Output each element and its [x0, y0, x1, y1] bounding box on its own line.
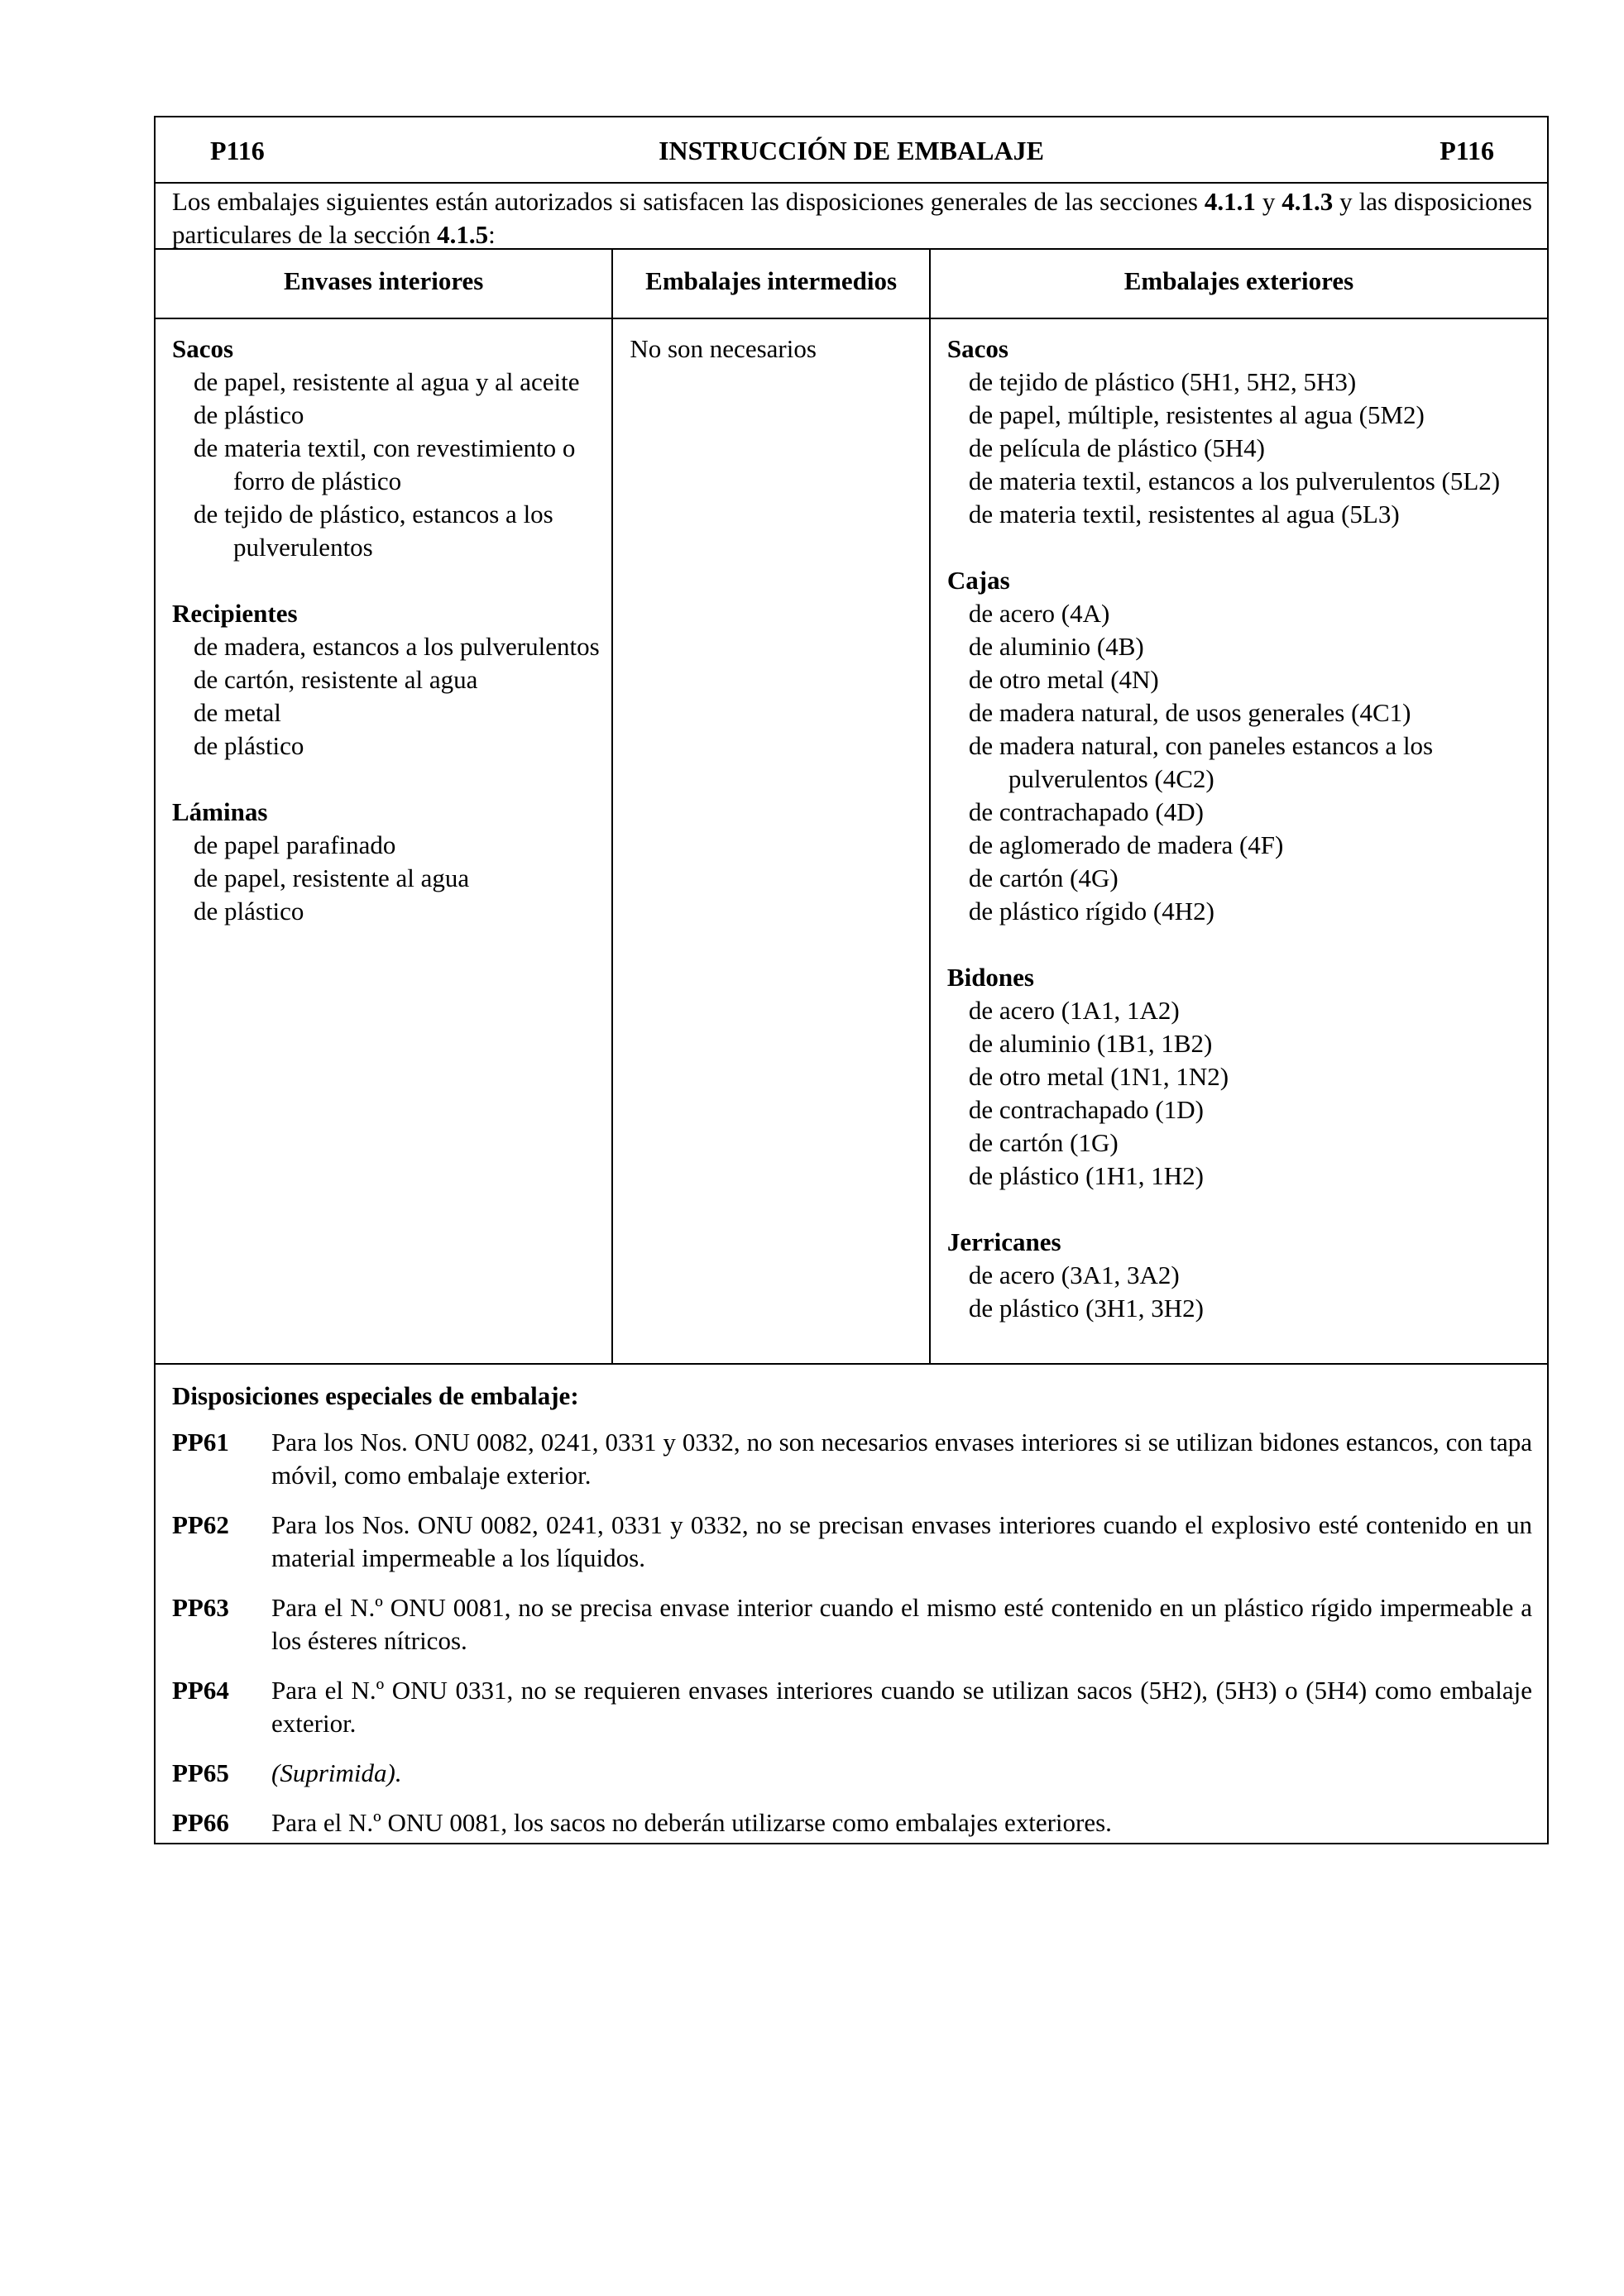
- inner-group-title: Recipientes: [172, 599, 298, 628]
- special-provisions-title: Disposiciones especiales de embalaje:: [172, 1381, 579, 1410]
- provision-text: Para los Nos. ONU 0082, 0241, 0331 y 0332, no se precisan envases interiores cuando el explosivo esté contenido en un material impermeable a los líquidos.: [271, 1510, 1532, 1572]
- provision-text: (Suprimida).: [271, 1758, 402, 1787]
- provision-text: Para el N.º ONU 0331, no se requieren envases interiores cuando se utilizan sacos (5H2), (5H3) o (5H4) como embalaje exterior.: [271, 1676, 1532, 1738]
- inner-group-item: de plástico: [194, 897, 304, 926]
- inner-packagings-column: [156, 319, 613, 1363]
- outer-group-title: Jerricanes: [946, 1227, 1061, 1256]
- inner-group-item: de cartón, resistente al agua: [194, 665, 478, 694]
- provision-code: PP62: [172, 1510, 229, 1539]
- column-headers: [156, 250, 1547, 319]
- outer-group-item: de contrachapado (1D): [968, 1095, 1204, 1124]
- outer-group-title: Cajas: [946, 566, 1010, 595]
- provision-item: [172, 1426, 1532, 1492]
- provision-text: Para los Nos. ONU 0082, 0241, 0331 y 0332, no son necesarios envases interiores si se utilizan bidones estancos, con tapa móvil, como embalaje exterior.: [271, 1428, 1532, 1490]
- outer-group-item: de cartón (4G): [968, 863, 1119, 892]
- provision-item: [172, 1509, 1532, 1575]
- inner-group: [172, 597, 603, 763]
- outer-group-title: Bidones: [946, 963, 1035, 992]
- inner-group-title: Sacos: [172, 334, 234, 363]
- outer-group-item: de plástico (3H1, 3H2): [968, 1294, 1205, 1323]
- outer-group-title: Sacos: [946, 334, 1008, 363]
- outer-group-item: de madera natural, de usos generales (4C1): [968, 698, 1411, 727]
- outer-group-item: de contrachapado (4D): [968, 797, 1204, 826]
- instruction-title: INSTRUCCIÓN DE EMBALAJE: [659, 136, 1044, 165]
- instruction-code-right: P116: [1440, 136, 1494, 165]
- outer-group-item: de materia textil, estancos a los pulverulentos (5L2): [968, 466, 1501, 495]
- outer-group: [947, 332, 1539, 531]
- provision-list: [172, 1426, 1532, 1839]
- outer-group-item: de plástico rígido (4H2): [968, 897, 1214, 926]
- column-header-intermediate: Embalajes intermedios: [613, 250, 931, 318]
- inner-group-item: de madera, estancos a los pulverulentos: [194, 632, 600, 661]
- outer-group-item: de aglomerado de madera (4F): [968, 830, 1284, 859]
- inner-group-item: de materia textil, con revestimiento o forro de plástico: [194, 433, 576, 495]
- inner-group-item: de papel parafinado: [194, 830, 396, 859]
- inner-group-title: Láminas: [172, 797, 268, 826]
- provision-text: Para el N.º ONU 0081, no se precisa envase interior cuando el mismo esté contenido en un plástico rígido impermeable a los ésteres nítricos.: [271, 1593, 1532, 1655]
- special-provisions: [156, 1365, 1547, 1843]
- outer-group-item: de aluminio (4B): [968, 632, 1144, 661]
- provision-code: PP66: [172, 1808, 229, 1837]
- provision-item: [172, 1674, 1532, 1740]
- outer-group-item: de plástico (1H1, 1H2): [968, 1161, 1205, 1190]
- outer-group-item: de otro metal (1N1, 1N2): [968, 1062, 1229, 1091]
- intermediate-packagings-column: [613, 319, 931, 1363]
- outer-group-item: de papel, múltiple, resistentes al agua (5M2): [968, 400, 1425, 429]
- inner-group-item: de metal: [194, 698, 281, 727]
- inner-group: [172, 796, 603, 928]
- inner-group-item: de papel, resistente al agua y al aceite: [194, 367, 580, 396]
- inner-group-item: de tejido de plástico, estancos a los pulverulentos: [194, 500, 553, 562]
- provision-code: PP65: [172, 1758, 229, 1787]
- packing-instruction-table: [154, 116, 1549, 1844]
- intro-text-4: :: [488, 220, 496, 249]
- outer-group-item: de aluminio (1B1, 1B2): [968, 1029, 1213, 1058]
- intro-text-2: y: [1255, 187, 1282, 216]
- intro-text-3: y las disposiciones particulares de la sección: [172, 187, 1532, 249]
- inner-group-item: de plástico: [194, 400, 304, 429]
- provision-code: PP61: [172, 1428, 229, 1457]
- intro-text-1: Los embalajes siguientes están autorizados si satisfacen las disposiciones generales de las secciones: [172, 187, 1205, 216]
- outer-group-item: de materia textil, resistentes al agua (5L3): [968, 500, 1400, 529]
- inner-group-item: de plástico: [194, 731, 304, 760]
- intro-paragraph: [156, 184, 1547, 250]
- packaging-body: [156, 319, 1547, 1365]
- provision-text: Para el N.º ONU 0081, los sacos no deberán utilizarse como embalajes exteriores.: [271, 1808, 1112, 1837]
- outer-group: [947, 564, 1539, 928]
- column-header-inner: Envases interiores: [156, 250, 613, 318]
- outer-group-item: de cartón (1G): [968, 1128, 1119, 1157]
- outer-group: [947, 1226, 1539, 1325]
- inner-group: [172, 332, 603, 564]
- provision-code: PP64: [172, 1676, 229, 1705]
- table-header: [156, 117, 1547, 184]
- provision-item: [172, 1591, 1532, 1657]
- outer-group-item: de película de plástico (5H4): [968, 433, 1265, 462]
- intermediate-text: No son necesarios: [630, 334, 817, 363]
- outer-group-item: de madera natural, con paneles estancos a los pulverulentos (4C2): [968, 731, 1434, 793]
- section-ref-4-1-3: 4.1.3: [1281, 187, 1334, 216]
- outer-group: [947, 961, 1539, 1193]
- outer-group-item: de acero (3A1, 3A2): [968, 1260, 1180, 1289]
- outer-packagings-column: [931, 319, 1547, 1363]
- instruction-code-left: P116: [210, 136, 265, 165]
- inner-group-item: de papel, resistente al agua: [194, 863, 470, 892]
- outer-group-item: de tejido de plástico (5H1, 5H2, 5H3): [968, 367, 1357, 396]
- outer-group-item: de acero (1A1, 1A2): [968, 996, 1180, 1025]
- outer-group-item: de otro metal (4N): [968, 665, 1159, 694]
- provision-item: [172, 1757, 1532, 1790]
- section-ref-4-1-1: 4.1.1: [1204, 187, 1256, 216]
- column-header-outer: Embalajes exteriores: [1123, 266, 1354, 295]
- outer-group-item: de acero (4A): [968, 599, 1110, 628]
- section-ref-4-1-5: 4.1.5: [437, 220, 489, 249]
- provision-code: PP63: [172, 1593, 229, 1622]
- provision-item: [172, 1806, 1532, 1839]
